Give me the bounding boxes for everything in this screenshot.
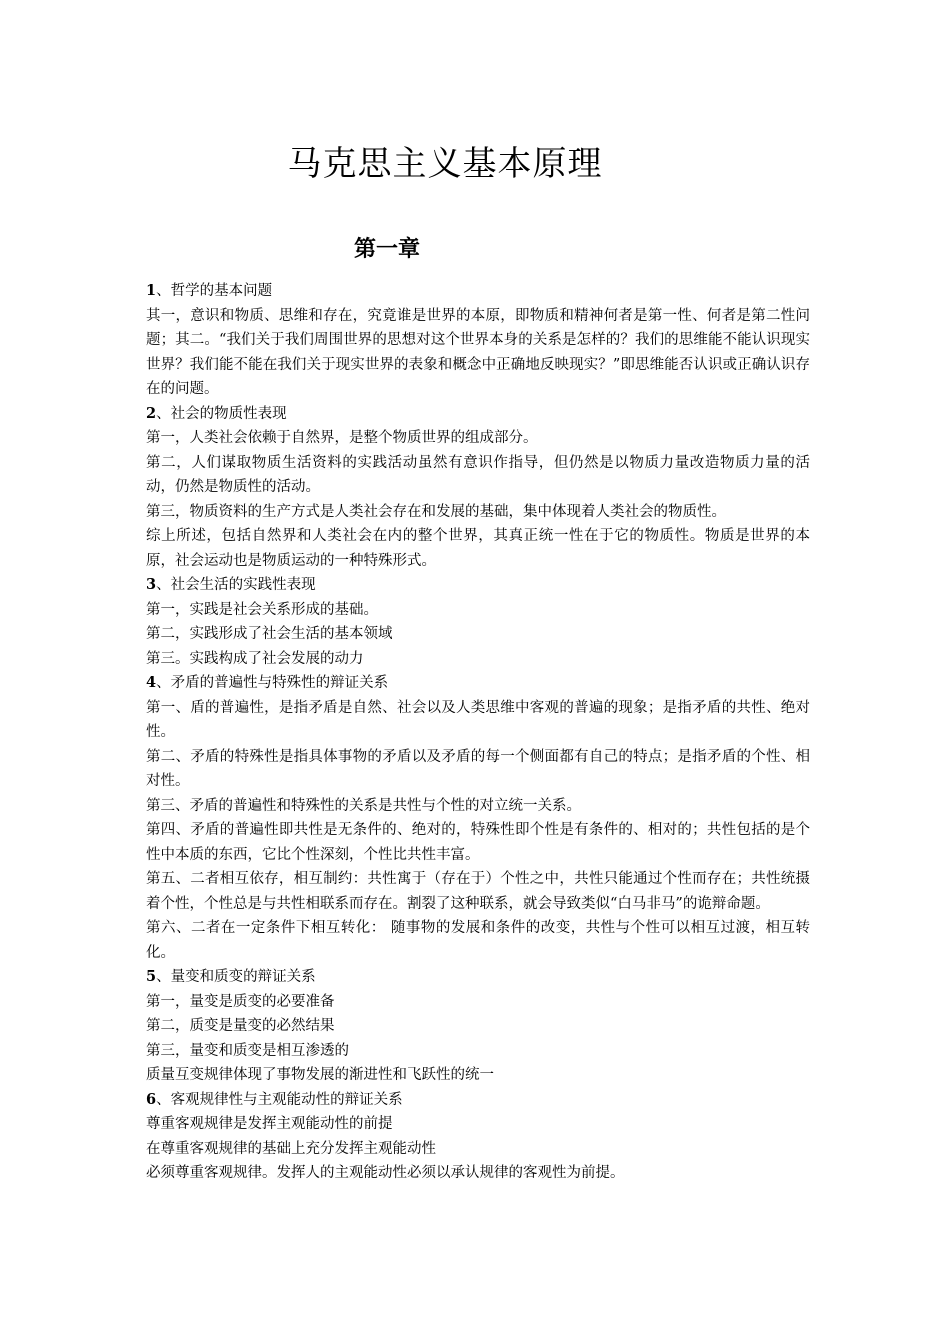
section-number: 4 bbox=[146, 674, 157, 691]
chapter-title: 第一章 bbox=[354, 237, 421, 262]
section-heading-text: 、客观规律性与主观能动性的辩证关系 bbox=[156, 1091, 403, 1108]
paragraph: 第二，质变是量变的必然结果 bbox=[146, 1018, 335, 1034]
section-heading bbox=[146, 402, 810, 427]
section-number: 5 bbox=[146, 968, 157, 985]
section-heading-text: 、矛盾的普遍性与特殊性的辩证关系 bbox=[156, 675, 389, 691]
paragraph: 尊重客观规律是发挥主观能动性的前提 bbox=[146, 1116, 393, 1132]
section-heading-text: 、哲学的基本问题 bbox=[156, 283, 273, 299]
paragraph: 第三、矛盾的普遍性和特殊性的关系是共性与个性的对立统一关系。 bbox=[146, 797, 581, 814]
paragraph: 第六、二者在一定条件下相互转化： 随事物的发展和条件的改变，共性与个性可以相互过渡，相互转化。 bbox=[146, 920, 810, 961]
paragraph: 其一，意识和物质、思维和存在，究竟谁是世界的本原，即物质和精神何者是第一性、何者是第二性问题；其二。“我们关于我们周围世界的思想对这个世界本身的关系是怎样的？我们的思维能不能认识现实世界？我们能不能在我们关于现实世界的表象和概念中正确地反映现实？”即思维能否认识或正确认识存在的问题。 bbox=[146, 307, 810, 397]
section-heading-text: 、社会的物质性表现 bbox=[156, 405, 287, 422]
paragraph: 第一，实践是社会关系形成的基础。 bbox=[146, 601, 378, 618]
section-heading bbox=[146, 965, 810, 990]
paragraph: 第一，量变是质变的必要准备 bbox=[146, 993, 335, 1010]
section-number: 6 bbox=[146, 1090, 157, 1108]
paragraph: 第五、二者相互依存，相互制约：共性寓于（存在于）个性之中，共性只能通过个性而存在；共性统摄着个性，个性总是与共性相联系而存在。割裂了这种联系，就会导致类似“白马非马”的诡辩命题。 bbox=[146, 871, 810, 912]
paragraph: 质量互变规律体现了事物发展的渐进性和飞跃性的统一 bbox=[146, 1067, 494, 1083]
section-number: 1 bbox=[146, 282, 157, 299]
paragraph: 在尊重客观规律的基础上充分发挥主观能动性 bbox=[146, 1140, 436, 1157]
section-heading bbox=[146, 1088, 810, 1113]
paragraph: 第二，人们谋取物质生活资料的实践活动虽然有意识作指导，但仍然是以物质力量改造物质力量的活动，仍然是物质性的活动。 bbox=[146, 454, 810, 495]
paragraph: 第三，量变和质变是相互渗透的 bbox=[146, 1042, 349, 1059]
paragraph: 第一、盾的普遍性，是指矛盾是自然、社会以及人类思维中客观的普遍的现象；是指矛盾的共性、绝对性。 bbox=[146, 699, 810, 740]
section-heading bbox=[146, 573, 810, 598]
section-heading-text: 、量变和质变的辩证关系 bbox=[156, 969, 316, 985]
paragraph: 第二，实践形成了社会生活的基本领域 bbox=[146, 626, 393, 642]
section-number: 2 bbox=[146, 404, 157, 422]
document-body bbox=[146, 279, 810, 1186]
document-title: 马克思主义基本原理 bbox=[287, 144, 603, 184]
paragraph: 综上所述，包括自然界和人类社会在内的整个世界，其真正统一性在于它的物质性。物质是世界的本原，社会运动也是物质运动的一种特殊形式。 bbox=[146, 528, 810, 569]
paragraph: 第二、矛盾的特殊性是指具体事物的矛盾以及矛盾的每一个侧面都有自己的特点；是指矛盾的个性、相对性。 bbox=[146, 748, 810, 789]
section-number: 3 bbox=[146, 576, 157, 593]
paragraph: 第四、矛盾的普遍性即共性是无条件的、绝对的，特殊性即个性是有条件的、相对的；共性包括的是个性中本质的东西，它比个性深刻，个性比共性丰富。 bbox=[146, 822, 810, 863]
section-heading-text: 、社会生活的实践性表现 bbox=[156, 577, 316, 593]
paragraph: 第三，物质资料的生产方式是人类社会存在和发展的基础，集中体现着人类社会的物质性。 bbox=[146, 503, 726, 520]
paragraph: 必须尊重客观规律。发挥人的主观能动性必须以承认规律的客观性为前提。 bbox=[146, 1165, 625, 1181]
paragraph: 第一，人类社会依赖于自然界，是整个物质世界的组成部分。 bbox=[146, 430, 538, 446]
paragraph: 第三。实践构成了社会发展的动力 bbox=[146, 650, 364, 667]
section-heading bbox=[146, 671, 810, 696]
section-heading bbox=[146, 279, 810, 304]
